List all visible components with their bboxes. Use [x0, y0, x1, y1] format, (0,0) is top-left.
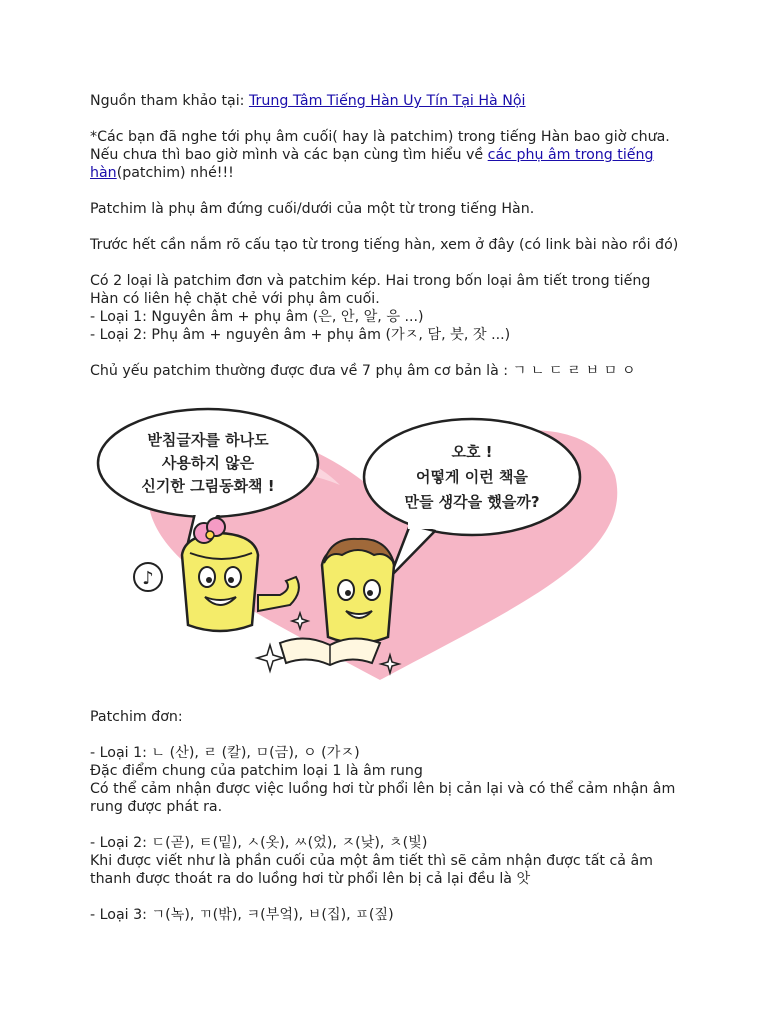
bubble-right-line-3: 만들 생각을 했을까? — [404, 493, 540, 511]
group1-title: - Loại 1: ㄴ (산), ㄹ (칼), ㅁ(금), ㅇ (가ㅈ) — [90, 745, 360, 761]
document-body-lower — [90, 708, 680, 924]
group2-title: - Loại 2: ㄷ(곧), ㅌ(밑), ㅅ(옷), ㅆ(었), ㅈ(낮), ㅊ(빛) — [90, 835, 428, 851]
main-seven-text: Chủ yếu patchim thường được đưa về 7 phụ âm cơ bản là : ㄱ ㄴ ㄷ ㄹ ㅂ ㅁ ㅇ — [90, 363, 636, 379]
group1-line1: Đặc điểm chung của patchim loại 1 là âm rung — [90, 763, 423, 779]
bubble-left-line-1: 받침글자를 하나도 — [147, 431, 269, 449]
group3-title: - Loại 3: ㄱ(녹), ㄲ(밖), ㅋ(부엌), ㅂ(집), ㅍ(짚) — [90, 907, 394, 923]
document-body — [90, 92, 680, 380]
source-line — [90, 92, 680, 110]
music-note-icon: ♪ — [142, 568, 154, 589]
group1-line2: Có thể cảm nhận được việc luồng hơi từ phổi lên bị cản lại và có thể cảm nhận âm rung được phát ra. — [90, 781, 676, 815]
sparkle-icon — [257, 645, 283, 671]
definition-text: Patchim là phụ âm đứng cuối/dưới của một từ trong tiếng Hàn. — [90, 201, 535, 217]
type1-line: - Loại 1: Nguyên âm + phụ âm (은, 안, 알, 응 ...) — [90, 309, 424, 325]
right-character — [322, 539, 394, 643]
bubble-left-line-3: 신기한 그림동화책 ! — [141, 477, 275, 495]
bubble-left-line-2: 사용하지 않은 — [161, 454, 255, 472]
cartoon-illustration — [90, 405, 676, 687]
cartoon-svg — [90, 405, 676, 687]
bubble-right-line-2: 어떻게 이런 책을 — [416, 468, 528, 486]
source-prefix: Nguồn tham khảo tại: — [90, 93, 249, 109]
consonants-link[interactable]: các phụ âm trong tiếng hàn — [90, 147, 654, 181]
source-link[interactable]: Trung Tâm Tiếng Hàn Uy Tín Tại Hà Nội — [248, 93, 526, 109]
group2-line1: Khi được viết như là phần cuối của một âm tiết thì sẽ cảm nhận được tất cả âm thanh được thoát ra do luồng hơi từ phổi lên bị cả lại đều là 앗 — [90, 853, 653, 887]
intro-text-2: (patchim) nhé!!! — [116, 165, 234, 181]
types-intro: Có 2 loại là patchim đơn và patchim kép. Hai trong bốn loại âm tiết trong tiếng Hàn có liên hệ chặt chẻ với phụ âm cuối. — [90, 273, 651, 307]
first-learn-text: Trước hết cần nắm rõ cấu tạo từ trong tiếng hàn, xem ở đây (có link bài nào rồi đó) — [90, 237, 679, 253]
intro-paragraph — [90, 128, 680, 182]
bubble-right-line-1: 오호 ! — [451, 443, 493, 461]
single-heading: Patchim đơn: — [90, 709, 183, 725]
type2-line: - Loại 2: Phụ âm + nguyên âm + phụ âm (가ㅈ, 담, 붓, 잣 ...) — [90, 327, 511, 343]
intro-text-1: *Các bạn đã nghe tới phụ âm cuối( hay là patchim) trong tiếng Hàn bao giờ chưa. Nếu chưa thì bao giờ mình và các bạn cùng tìm hiểu về — [90, 129, 670, 163]
